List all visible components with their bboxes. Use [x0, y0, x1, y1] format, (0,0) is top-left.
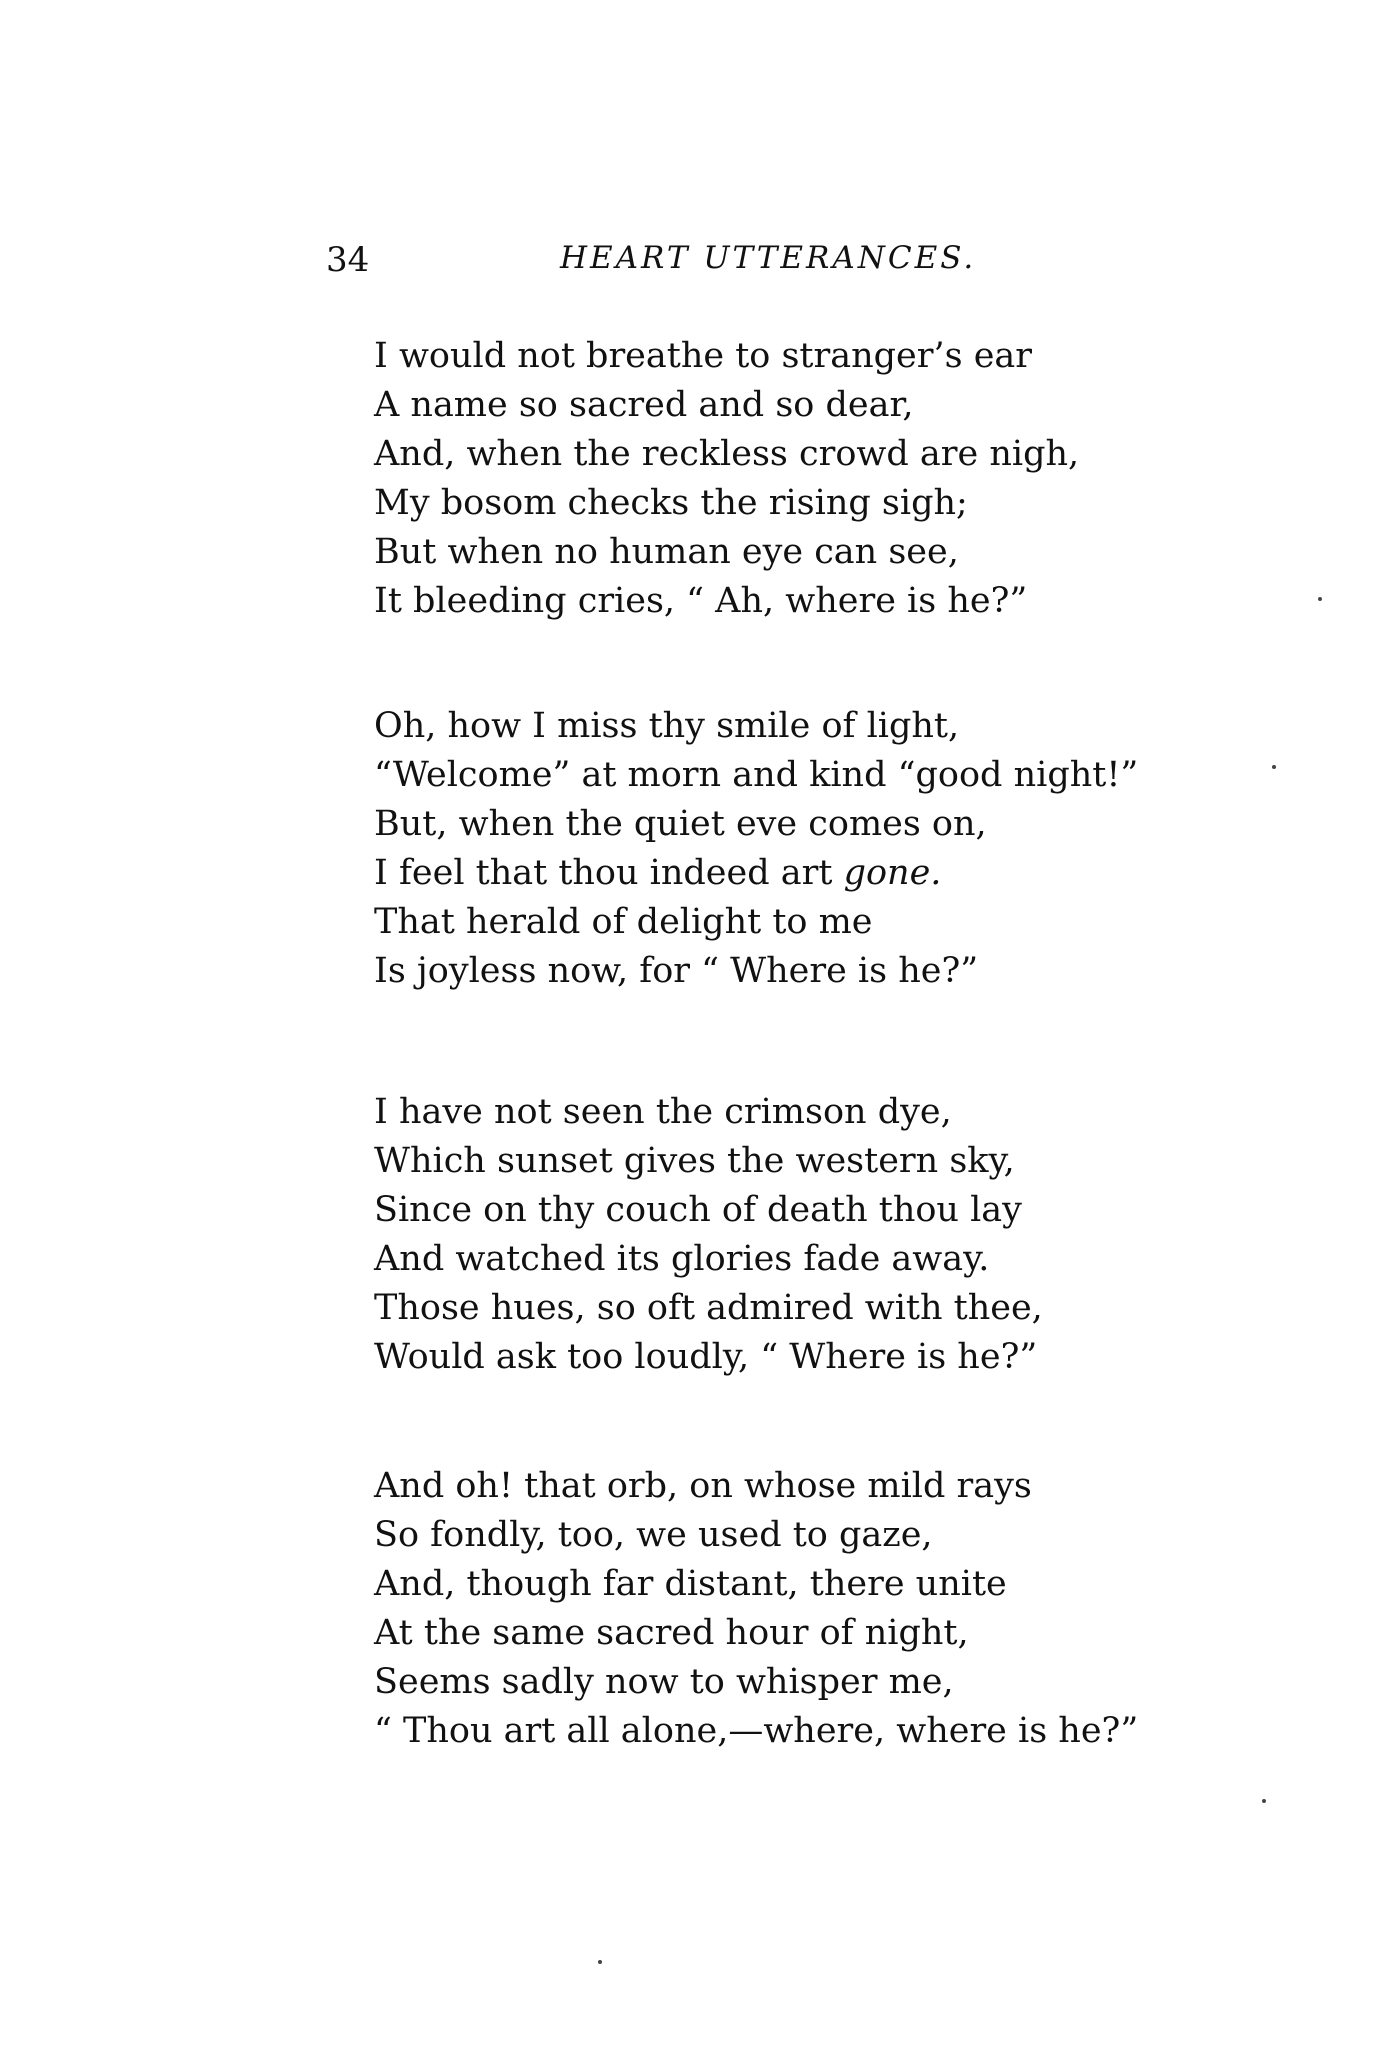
- poem-line: Since on thy couch of death thou lay: [374, 1190, 1022, 1230]
- stanza-2: [374, 702, 1274, 996]
- poem-line: So fondly, too, we used to gaze,: [374, 1515, 933, 1555]
- italic-word: gone.: [843, 853, 942, 893]
- poem-line-text: I feel that thou indeed art: [374, 853, 833, 893]
- stanza-3: [374, 1088, 1274, 1382]
- scan-speck: [1272, 765, 1276, 769]
- poem-line: I have not seen the crimson dye,: [374, 1092, 952, 1132]
- poem-line: But when no human eye can see,: [374, 532, 959, 572]
- poem-line: And, though far distant, there unite: [374, 1564, 1007, 1604]
- poem-line: And watched its glories fade away.: [374, 1239, 990, 1279]
- page-number: 34: [326, 240, 370, 280]
- poem-line: I would not breathe to stranger’s ear: [374, 336, 1033, 376]
- poem-line: And, when the reckless crowd are nigh,: [374, 434, 1080, 474]
- poem-line: “ Thou art all alone,—where, where is he?”: [374, 1711, 1139, 1751]
- poem-line: Those hues, so oft admired with thee,: [374, 1288, 1043, 1328]
- running-head: HEART UTTERANCES.: [560, 240, 977, 276]
- poem-line: At the same sacred hour of night,: [374, 1613, 969, 1653]
- stanza-4: [374, 1462, 1274, 1756]
- scan-speck: [1318, 597, 1322, 601]
- poem-line: It bleeding cries, “ Ah, where is he?”: [374, 581, 1028, 621]
- poem-line: Which sunset gives the western sky,: [374, 1141, 1015, 1181]
- poem-line: Would ask too loudly, “ Where is he?”: [374, 1337, 1038, 1377]
- scan-speck: [598, 1960, 602, 1964]
- poem-line: Oh, how I miss thy smile of light,: [374, 706, 960, 746]
- poem-line: Seems sadly now to whisper me,: [374, 1662, 954, 1702]
- poem-line: “Welcome” at morn and kind “good night!”: [374, 755, 1139, 795]
- poem-line: [374, 849, 1274, 898]
- scan-speck: [1262, 1799, 1266, 1803]
- poem-line: That herald of delight to me: [374, 902, 873, 942]
- poem-line: Is joyless now, for “ Where is he?”: [374, 951, 979, 991]
- poem-line: A name so sacred and so dear,: [374, 385, 914, 425]
- poem-line: But, when the quiet eve comes on,: [374, 804, 987, 844]
- stanza-1: [374, 332, 1274, 626]
- poem-line: My bosom checks the rising sigh;: [374, 483, 968, 523]
- poem-line: And oh! that orb, on whose mild rays: [374, 1466, 1032, 1506]
